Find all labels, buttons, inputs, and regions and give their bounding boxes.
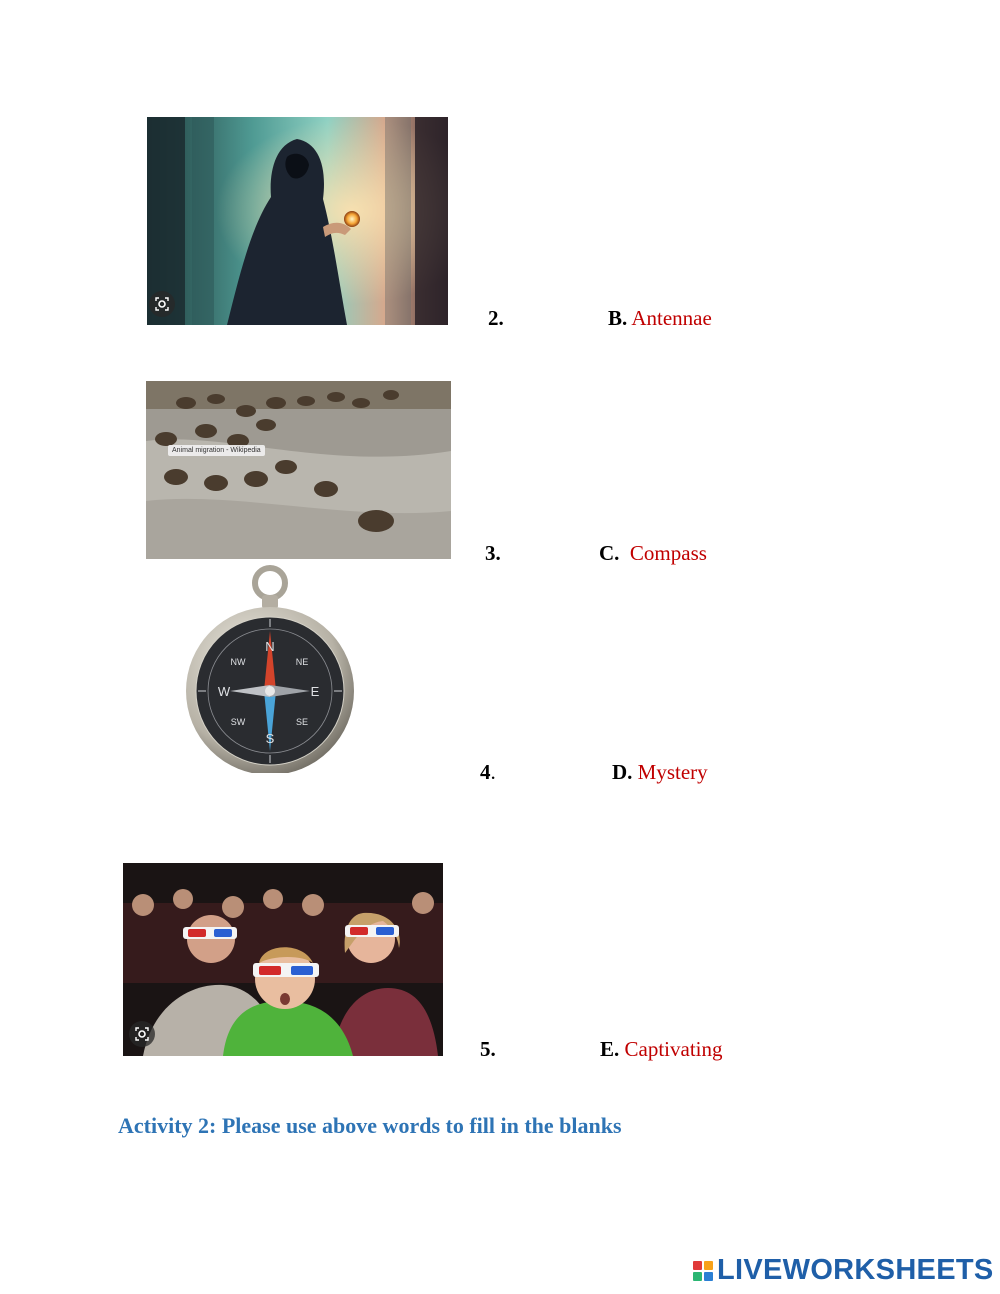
compass-sw: SW (230, 717, 246, 727)
lens-icon[interactable] (129, 1021, 155, 1047)
activity-heading: Activity 2: Please use above words to fill in the blanks (118, 1113, 622, 1138)
hooded-figure-image (147, 117, 448, 325)
image-caption: Animal migration - Wikipedia (168, 445, 265, 456)
option-letter: C. (599, 541, 620, 565)
compass-ne: NE (295, 657, 309, 667)
question-number-4 (480, 760, 496, 785)
option-letter: E. (600, 1037, 620, 1061)
compass-se: SE (295, 717, 309, 727)
question-number-2: 2. (488, 306, 504, 330)
animal-migration-image (146, 381, 451, 559)
liveworksheets-mark-icon (693, 1261, 713, 1281)
question-number-4-dot: . (490, 760, 496, 784)
option-word: Mystery (637, 760, 708, 784)
option-e (600, 1037, 723, 1062)
compass-n: N (265, 639, 275, 654)
question-number-3: 3. (485, 541, 501, 565)
option-word: Compass (629, 541, 707, 565)
option-b (608, 306, 712, 331)
compass-w: W (217, 684, 231, 699)
question-number-4-digit: 4 (480, 760, 491, 784)
option-word: Captivating (624, 1037, 723, 1061)
option-letter: B. (608, 306, 628, 330)
brand-name: LIVEWORKSHEETS (717, 1254, 994, 1286)
option-word: Antennae (631, 306, 712, 330)
cinema-audience-image (123, 863, 443, 1056)
lens-icon[interactable] (149, 291, 175, 317)
compass-e: E (310, 684, 320, 699)
question-number-5: 5. (480, 1037, 496, 1061)
option-d (612, 760, 708, 785)
option-letter: D. (612, 760, 633, 784)
compass-image (184, 565, 356, 773)
compass-s: S (265, 731, 275, 746)
option-c (599, 541, 707, 566)
liveworksheets-logo[interactable] (693, 1254, 994, 1287)
compass-nw: NW (230, 657, 246, 667)
